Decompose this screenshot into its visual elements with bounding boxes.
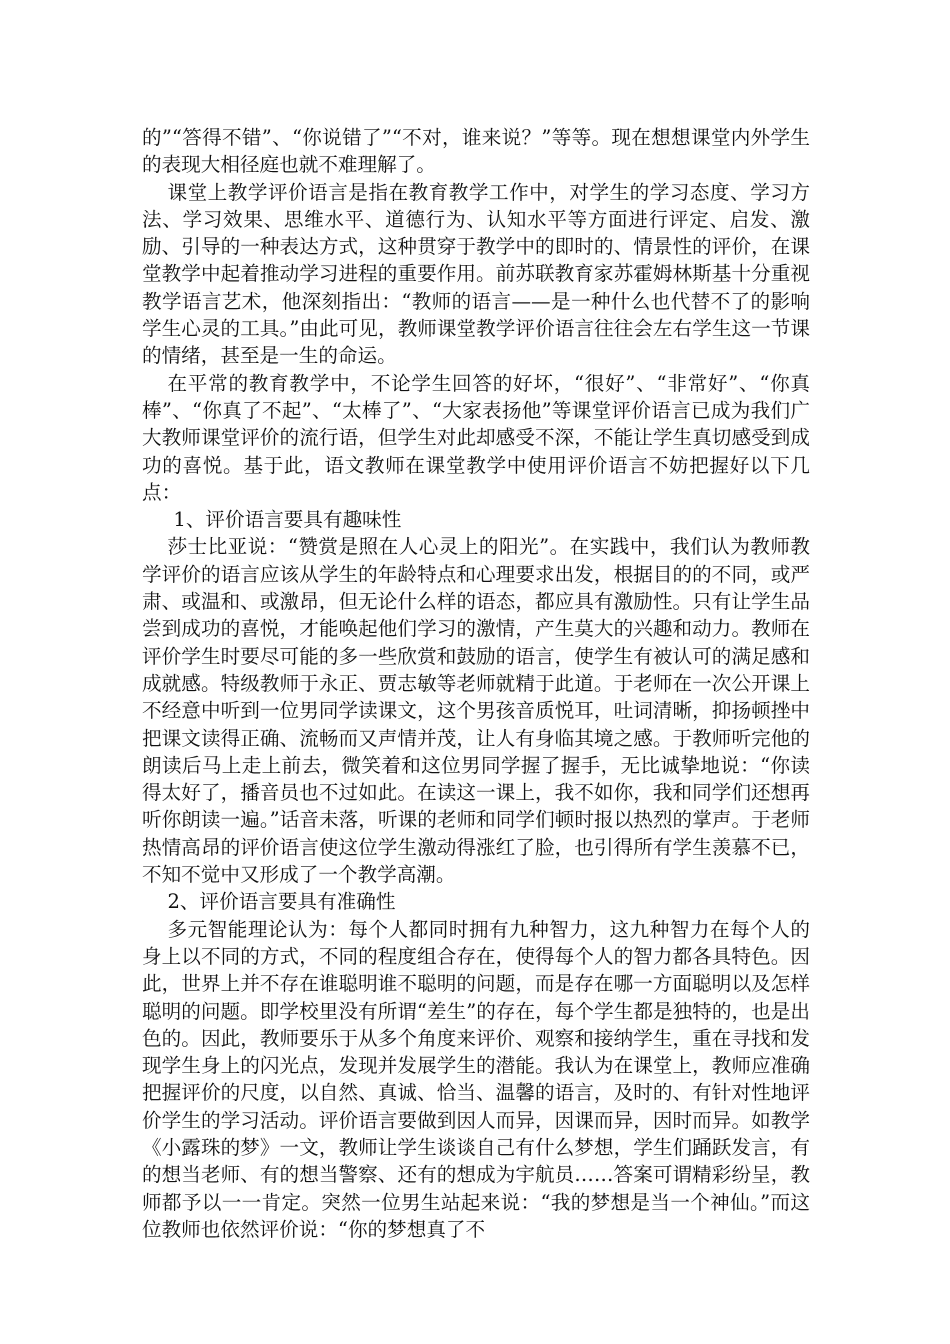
section-heading-accuracy: 2、评价语言要具有准确性 — [167, 890, 396, 914]
paragraph-continuation: 的”“答得不错”、“你说错了”“不对，谁来说？”等等。现在想想课堂内外学生的表现大相径庭也就不难理解了。 — [142, 126, 810, 177]
section-heading-interest: 1、评价语言要具有趣味性 — [173, 508, 402, 532]
paragraph-common-praise: 在平常的教育教学中，不论学生回答的好坏，“很好”、“非常好”、“你真棒”、“你真了不起”、“太棒了”、“大家表扬他”等课堂评价语言已成为我们广大教师课堂评价的流行语，但学生对此却感受不深，不能让学生真切感受到成功的喜悦。基于此，语文教师在课堂教学中使用评价语言不妨把握好以下几点： — [142, 371, 810, 504]
document-body — [142, 124, 810, 1243]
paragraph-evaluation-language-definition: 课堂上教学评价语言是指在教育教学工作中，对学生的学习态度、学习方法、学习效果、思维水平、道德行为、认知水平等方面进行评定、启发、激励、引导的一种表达方式，这种贯穿于教学中的即时的、情景性的评价，在课堂教学中起着推动学习进程的重要作用。前苏联教育家苏霍姆林斯基十分重视教学语言艺术，他深刻指出：“教师的语言——是一种什么也代替不了的影响学生心灵的工具。”由此可见，教师课堂教学评价语言往往会左右学生这一节课的情绪，甚至是一生的命运。 — [142, 180, 810, 368]
paragraph-multiple-intelligences: 多元智能理论认为：每个人都同时拥有九种智力，这九种智力在每个人的身上以不同的方式，不同的程度组合存在，使得每个人的智力都各具特色。因此，世界上并不存在谁聪明谁不聪明的问题，而是存在哪一方面聪明以及怎样聪明的问题。即学校里没有所谓“差生”的存在，每个学生都是独特的，也是出色的。因此，教师要乐于从多个角度来评价、观察和接纳学生，重在寻找和发现学生身上的闪光点，发现并发展学生的潜能。我认为在课堂上，教师应准确把握评价的尺度，以自然、真诚、恰当、温馨的语言，及时的、有针对性地评价学生的学习活动。评价语言要做到因人而异，因课而异，因时而异。如教学《小露珠的梦》一文，教师让学生谈谈自己有什么梦想，学生们踊跃发言，有的想当老师、有的想当警察、还有的想成为宇航员……答案可谓精彩纷呈，教师都予以一一肯定。突然一位男生站起来说：“我的梦想是当一个神仙。”而这位教师也依然评价说：“你的梦想真了不 — [142, 917, 810, 1241]
paragraph-shakespeare: 莎士比亚说：“赞赏是照在人心灵上的阳光”。在实践中，我们认为教师教学评价的语言应该从学生的年龄特点和心理要求出发，根据目的的不同，或严肃、或温和、或激昂，但无论什么样的语态，都应具有激励性。只有让学生品尝到成功的喜悦，才能唤起他们学习的激情，产生莫大的兴趣和动力。教师在评价学生时要尽可能的多一些欣赏和鼓励的语言，使学生有被认可的满足感和成就感。特级教师于永正、贾志敏等老师就精于此道。于老师在一次公开课上不经意中听到一位男同学读课文，这个男孩音质悦耳，吐词清晰，抑扬顿挫中把课文读得正确、流畅而又声情并茂，让人有身临其境之感。于教师听完他的朗读后马上走上前去，微笑着和这位男同学握了握手，无比诚挚地说：“你读得太好了，播音员也不过如此。在读这一课上，我不如你，我和同学们还想再听你朗读一遍。”话音未落，听课的老师和同学们顿时报以热烈的掌声。于老师热情高昂的评价语言使这位学生激动得涨红了脸，也引得所有学生羡慕不已，不知不觉中又形成了一个教学高潮。 — [142, 535, 810, 887]
